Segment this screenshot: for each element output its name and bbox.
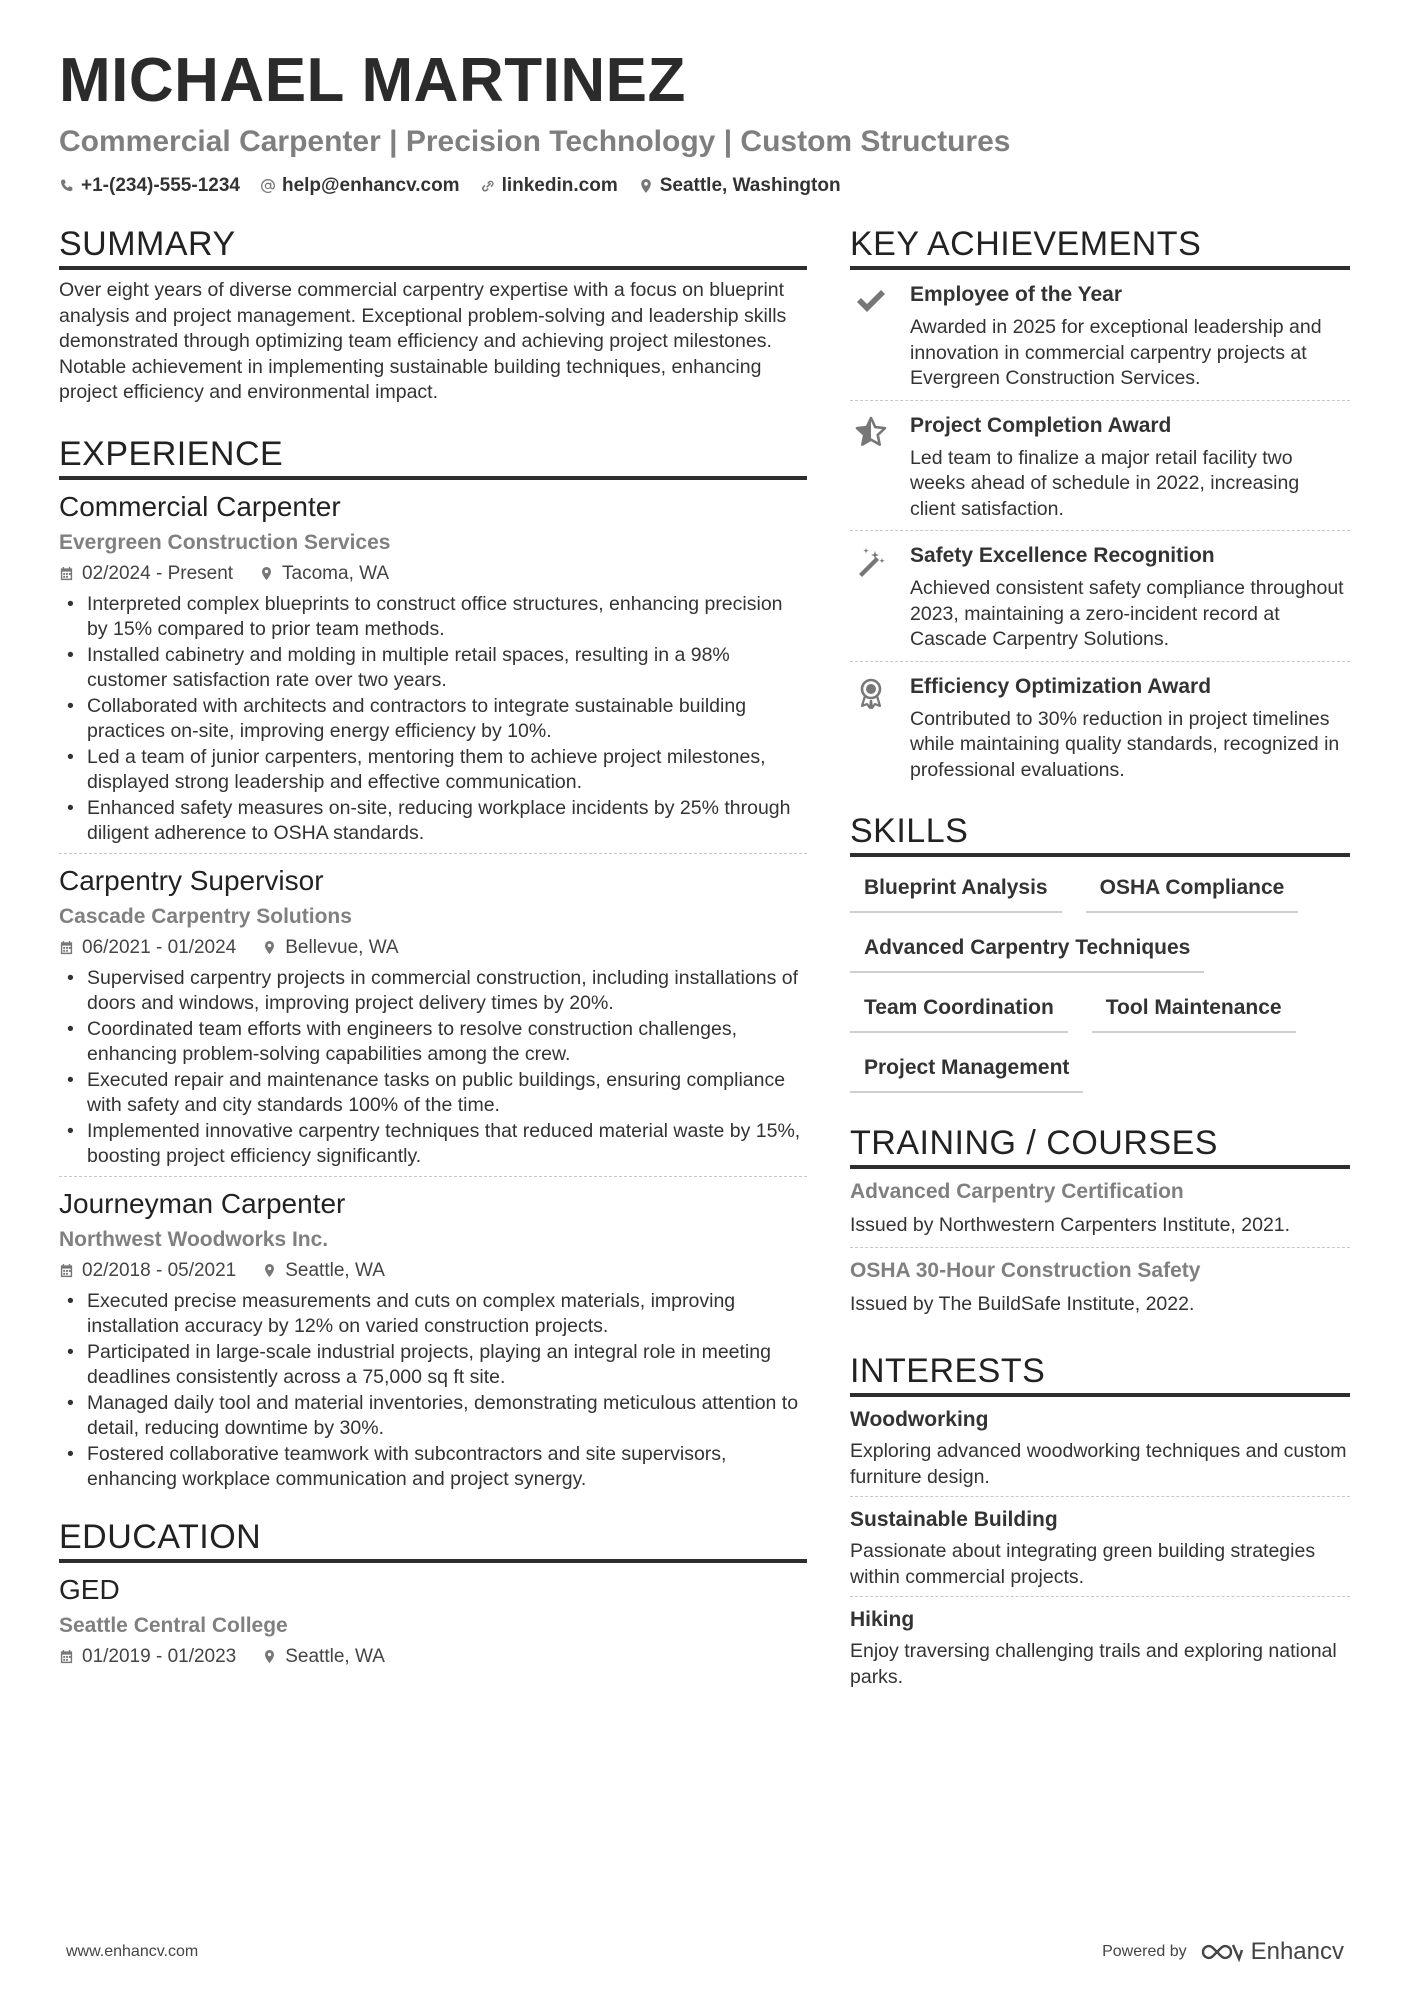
course-desc: Issued by The BuildSafe Institute, 2022. [850,1292,1195,1315]
list-item: • Installed cabinetry and molding in multiple retail spaces, resulting in a 98% customer satisfaction rate over two years. [59,643,807,694]
interest-title: Hiking [850,1608,915,1631]
contact-email[interactable] [260,174,460,198]
location-text: Seattle, WA [285,1259,385,1281]
job-dates [59,562,233,586]
list-item: • Collaborated with architects and contractors to integrate sustainable building practices on-site, improving energy efficiency by 10%. [59,694,807,745]
medal-icon [854,676,888,710]
powered-by-text: Powered by [1102,1943,1187,1960]
experience-entry [59,490,807,853]
calendar-icon [59,566,74,581]
summary-heading: SUMMARY [59,224,807,270]
skill-tag: Tool Maintenance [1092,983,1296,1033]
interest-desc: Passionate about integrating green building strategies within commercial projects. [850,1540,1316,1588]
achievement-item [850,530,1350,661]
job-title: Journeyman Carpenter [59,1187,346,1219]
enhancv-logo[interactable] [1199,1938,1344,1966]
location-text: Bellevue, WA [285,936,399,958]
list-item: • Executed precise measurements and cuts on complex materials, improving installation accuracy by 12% on varied construction projects. [59,1289,807,1340]
list-item: • Supervised carpentry projects in commercial construction, including installations of doors and windows, improving project delivery times by 20%. [59,966,807,1017]
email-text: help@enhancv.com [281,175,460,196]
contact-linkedin[interactable] [480,174,618,198]
contact-bar [59,174,1350,198]
list-item: • Participated in large-scale industrial projects, playing an integral role in meeting deadlines consistently across a 75,000 sq ft site. [59,1340,807,1391]
achievement-body [910,543,1350,653]
page-footer [66,1938,1344,1966]
interest-item [850,1596,1350,1696]
skills-heading: SKILLS [850,811,1350,857]
dates-text: 02/2018 - 05/2021 [82,1259,237,1281]
achievement-icon-wrap [850,674,892,784]
two-column-layout [59,224,1350,1696]
achievement-title: Efficiency Optimization Award [910,674,1212,698]
company-name: Cascade Carpentry Solutions [59,904,352,928]
job-title: Carpentry Supervisor [59,864,324,896]
course-title: Advanced Carpentry Certification [850,1180,1184,1203]
job-dates [59,936,236,960]
education-dates [59,1645,236,1669]
interest-title: Sustainable Building [850,1508,1058,1531]
job-location [262,936,398,960]
headline: Commercial Carpenter | Precision Technology | Custom Structures [59,125,1011,158]
education-heading: EDUCATION [59,1517,807,1563]
link-icon [480,178,496,194]
achievement-desc: Achieved consistent safety compliance throughout 2023, maintaining a zero-incident record at Cascade Carpentry Solutions. [910,577,1344,650]
experience-entry [59,853,807,1176]
degree-title: GED [59,1573,120,1605]
achievement-item [850,661,1350,792]
at-icon [260,178,276,194]
achievement-icon-wrap [850,282,892,392]
dates-text: 02/2024 - Present [82,562,234,584]
achievement-item [850,270,1350,400]
achievement-title: Project Completion Award [910,413,1172,437]
achievement-list [59,592,807,847]
company-name: Evergreen Construction Services [59,530,391,554]
job-meta [59,1259,807,1283]
achievement-icon-wrap [850,413,892,523]
achievements-heading: KEY ACHIEVEMENTS [850,224,1350,270]
job-location [262,1259,385,1283]
phone-icon [59,178,75,194]
skill-tag: Blueprint Analysis [850,863,1062,913]
list-item: • Led a team of junior carpenters, mentoring them to achieve project milestones, displayed strong leadership and effective communication. [59,745,807,796]
skills-section [850,811,1350,1103]
star-icon [854,415,888,449]
achievement-desc: Awarded in 2025 for exceptional leadership and innovation in commercial carpentry projects at Evergreen Construction Services. [910,316,1322,389]
education-location [262,1645,385,1669]
experience-heading: EXPERIENCE [59,434,807,480]
location-text: Seattle, WA [285,1645,385,1667]
checkmark-icon [854,284,888,318]
skill-tag: Team Coordination [850,983,1068,1033]
course-item [850,1247,1350,1326]
phone-text: +1-(234)-555-1234 [81,175,240,196]
right-column [850,224,1350,1696]
location-pin-icon [259,566,274,581]
interest-item [850,1397,1350,1496]
job-location [259,562,389,586]
achievement-icon-wrap [850,543,892,653]
list-item: • Coordinated team efforts with engineers to resolve construction challenges, enhancing problem-solving capabilities among the crew. [59,1017,807,1068]
footer-brand [1102,1938,1344,1966]
skill-tag: Project Management [850,1043,1083,1093]
experience-entry [59,1176,807,1499]
training-heading: TRAINING / COURSES [850,1123,1350,1169]
location-pin-icon [638,178,654,194]
list-item: • Executed repair and maintenance tasks on public buildings, ensuring compliance with safety and city standards 100% of the time. [59,1068,807,1119]
job-dates [59,1259,236,1283]
company-name: Northwest Woodworks Inc. [59,1227,329,1251]
job-meta [59,936,807,960]
linkedin-text: linkedin.com [501,175,618,196]
candidate-name: MICHAEL MARTINEZ [59,46,686,115]
enhancv-logo-icon [1199,1940,1243,1964]
achievement-body [910,413,1350,523]
achievement-title: Employee of the Year [910,283,1123,306]
achievement-item [850,400,1350,531]
school-name: Seattle Central College [59,1613,288,1637]
achievements-section [850,224,1350,791]
skills-list [850,863,1350,1103]
magic-wand-icon [854,545,888,579]
achievement-desc: Led team to finalize a major retail facility two weeks ahead of schedule in 2022, increasing client satisfaction. [910,446,1300,520]
experience-section [59,434,807,1499]
dates-text: 01/2019 - 01/2023 [82,1645,237,1667]
list-item: • Managed daily tool and material inventories, demonstrating meticulous attention to detail, reducing downtime by 30%. [59,1391,807,1442]
job-title: Commercial Carpenter [59,490,341,522]
course-desc: Issued by Northwestern Carpenters Institute, 2021. [850,1214,1291,1236]
achievement-list [59,1289,807,1493]
interest-item [850,1496,1350,1596]
course-title: OSHA 30-Hour Construction Safety [850,1258,1201,1282]
brand-name: Enhancv [1250,1938,1344,1965]
calendar-icon [59,1649,74,1664]
location-pin-icon [262,940,277,955]
education-section [59,1517,807,1669]
list-item: • Interpreted complex blueprints to construct office structures, enhancing precision by 15% compared to prior team methods. [59,592,807,643]
education-meta [59,1645,807,1669]
interests-section [850,1351,1350,1696]
summary-section [59,224,807,406]
list-item: • Enhanced safety measures on-site, reducing workplace incidents by 25% through diligent adherence to OSHA standards. [59,796,807,847]
interests-heading: INTERESTS [850,1351,1350,1397]
job-meta [59,562,807,586]
calendar-icon [59,1263,74,1278]
achievement-list [59,966,807,1170]
interest-title: Woodworking [850,1408,989,1431]
calendar-icon [59,940,74,955]
location-pin-icon [262,1649,277,1664]
achievement-body [910,674,1350,784]
left-column [59,224,807,1696]
achievement-body [910,282,1350,392]
skill-tag: OSHA Compliance [1086,863,1299,913]
location-pin-icon [262,1263,277,1278]
skill-tag: Advanced Carpentry Techniques [850,923,1204,973]
achievement-title: Safety Excellence Recognition [910,544,1215,567]
training-section [850,1123,1350,1325]
contact-location [638,174,841,198]
course-item [850,1169,1350,1247]
interest-desc: Enjoy traversing challenging trails and exploring national parks. [850,1640,1337,1688]
summary-text: Over eight years of diverse commercial carpentry expertise with a focus on blueprint analysis and project management. Exceptional problem-solving and leadership skills demonstrated through optimizing team efficiency and achieving project milestones. Notable achievement in implementing sustainable building techniques, enhancing project efficiency and environmental impact. [59,279,787,403]
interest-desc: Exploring advanced woodworking techniques and custom furniture design. [850,1440,1347,1488]
footer-website[interactable]: www.enhancv.com [66,1943,199,1960]
list-item: • Fostered collaborative teamwork with subcontractors and site supervisors, enhancing workplace communication and project synergy. [59,1442,807,1493]
list-item: • Implemented innovative carpentry techniques that reduced material waste by 15%, boosting project efficiency significantly. [59,1119,807,1170]
contact-phone[interactable] [59,174,240,198]
location-text: Seattle, Washington [659,175,841,196]
achievement-desc: Contributed to 30% reduction in project timelines while maintaining quality standards, recognized in professional evaluations. [910,707,1340,781]
dates-text: 06/2021 - 01/2024 [82,936,237,958]
location-text: Tacoma, WA [282,562,390,584]
